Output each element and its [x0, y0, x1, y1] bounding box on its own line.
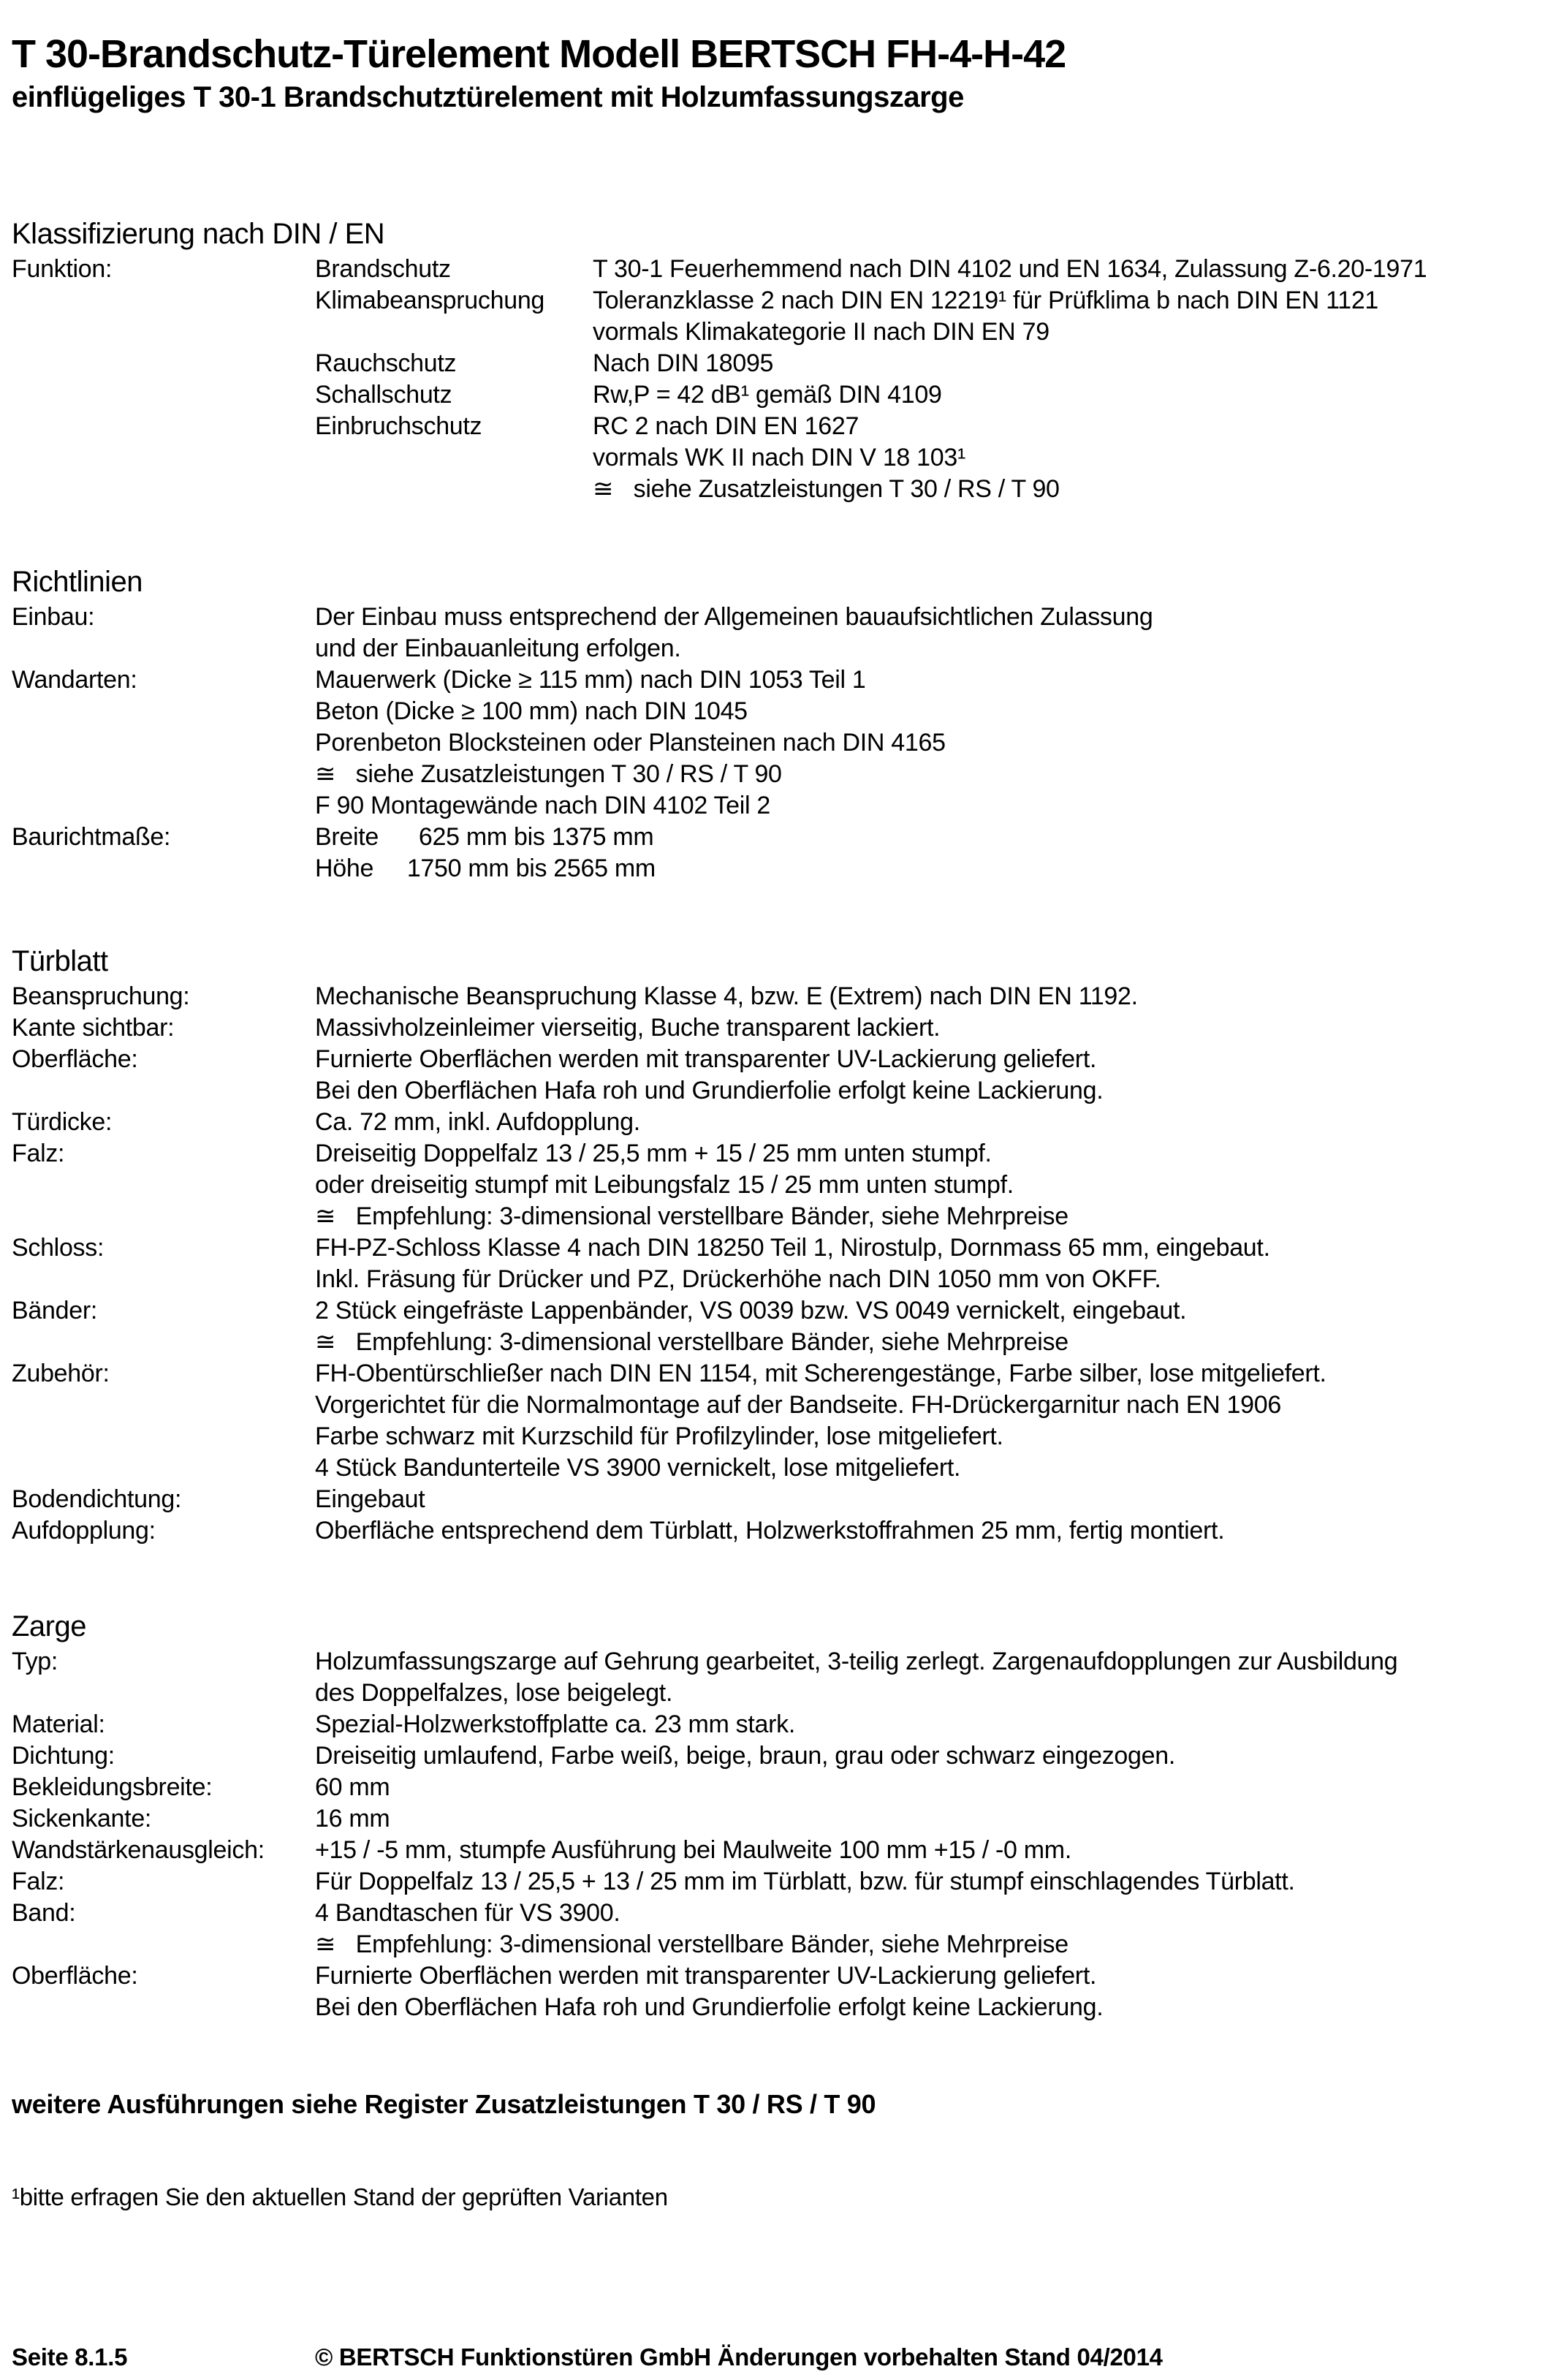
spec-row — [12, 853, 1549, 884]
spec-row-label: Wandarten: — [12, 666, 137, 694]
spec-row — [12, 1264, 1549, 1295]
spec-row-label: Beanspruchung: — [12, 982, 190, 1010]
spec-row — [12, 1170, 1549, 1201]
spec-row-label: Einbau: — [12, 603, 95, 631]
spec-row-value: Furnierte Oberflächen werden mit transparenter UV-Lackierung geliefert. — [315, 1962, 1097, 1990]
spec-row-value: oder dreiseitig stumpf mit Leibungsfalz 15 / 25 mm unten stumpf. — [315, 1171, 1014, 1199]
spec-row-value: ≅ siehe Zusatzleistungen T 30 / RS / T 90 — [593, 475, 1060, 503]
section-heading: Richtlinien — [12, 566, 143, 598]
spec-row-value: F 90 Montagewände nach DIN 4102 Teil 2 — [315, 792, 771, 819]
spec-row — [12, 1201, 1549, 1232]
spec-row — [12, 1327, 1549, 1358]
spec-row — [12, 1992, 1549, 2023]
spec-row-label — [12, 317, 315, 348]
spec-row-value: Beton (Dicke ≥ 100 mm) nach DIN 1045 — [315, 697, 748, 725]
spec-row — [12, 1803, 1549, 1835]
spec-row-value: 2 Stück eingefräste Lappenbänder, VS 0039 bzw. VS 0049 vernickelt, eingebaut. — [315, 1297, 1187, 1324]
spec-row-value: Dreiseitig Doppelfalz 13 / 25,5 mm + 15 / 25 mm unten stumpf. — [315, 1140, 992, 1167]
spec-row-label: Wandstärkenausgleich: — [12, 1836, 265, 1864]
spec-row — [12, 1358, 1549, 1390]
spec-row-label: Bekleidungsbreite: — [12, 1773, 213, 1801]
section-heading: Türblatt — [12, 945, 108, 977]
spec-row-value: vormals Klimakategorie II nach DIN EN 79 — [593, 318, 1049, 346]
spec-row-value: Ca. 72 mm, inkl. Aufdopplung. — [315, 1108, 640, 1136]
spec-row-subcategory — [315, 317, 593, 348]
spec-row-value: Dreiseitig umlaufend, Farbe weiß, beige, braun, grau oder schwarz eingezogen. — [315, 1742, 1176, 1770]
spec-row-value: 4 Stück Bandunterteile VS 3900 vernickelt, lose mitgeliefert. — [315, 1454, 961, 1482]
spec-row — [12, 1012, 1549, 1044]
spec-row-value: des Doppelfalzes, lose beigelegt. — [315, 1679, 673, 1707]
spec-row-label: Aufdopplung: — [12, 1517, 156, 1545]
spec-row — [12, 1295, 1549, 1327]
spec-row-value: 4 Bandtaschen für VS 3900. — [315, 1899, 620, 1927]
spec-row-value: Bei den Oberflächen Hafa roh und Grundierfolie erfolgt keine Lackierung. — [315, 1993, 1104, 2021]
section-heading: Zarge — [12, 1610, 86, 1642]
spec-row-value: Oberfläche entsprechend dem Türblatt, Holzwerkstoffrahmen 25 mm, fertig montiert. — [315, 1517, 1225, 1545]
spec-row-value: Rw,P = 42 dB¹ gemäß DIN 4109 — [593, 381, 942, 409]
spec-row-label: Falz: — [12, 1868, 65, 1895]
spec-row — [12, 696, 1549, 727]
spec-row-label — [12, 474, 315, 505]
spec-row-label — [12, 1678, 315, 1709]
spec-row-value: Der Einbau muss entsprechend der Allgemeinen bauaufsichtlichen Zulassung — [315, 603, 1153, 631]
spec-row — [12, 1835, 1549, 1866]
spec-row-value: ≅ Empfehlung: 3-dimensional verstellbare Bänder, siehe Mehrpreise — [315, 1930, 1068, 1958]
spec-row — [12, 1960, 1549, 1992]
spec-row-value: und der Einbauanleitung erfolgen. — [315, 634, 681, 662]
spec-row-label: Typ: — [12, 1648, 58, 1675]
spec-row-label — [12, 442, 315, 474]
spec-row-label: Falz: — [12, 1140, 65, 1167]
spec-row-label — [12, 727, 315, 759]
spec-row-value: ≅ Empfehlung: 3-dimensional verstellbare Bänder, siehe Mehrpreise — [315, 1328, 1068, 1356]
spec-row-label: Band: — [12, 1899, 76, 1927]
spec-row — [12, 1107, 1549, 1138]
spec-row — [12, 1390, 1549, 1421]
spec-row-label — [12, 1327, 315, 1358]
spec-row — [12, 1678, 1549, 1709]
spec-row-value: 16 mm — [315, 1805, 390, 1833]
spec-row-label — [12, 1992, 315, 2023]
spec-row-value: Massivholzeinleimer vierseitig, Buche transparent lackiert. — [315, 1014, 941, 1042]
spec-row-subcategory: Schallschutz — [315, 381, 452, 409]
page-subtitle: einflügeliges T 30-1 Brandschutztürelement mit Holzumfassungszarge — [12, 81, 964, 113]
spec-row — [12, 822, 1549, 853]
spec-row — [12, 1515, 1549, 1547]
spec-row-subcategory: Einbruchschutz — [315, 412, 482, 440]
spec-row — [12, 1075, 1549, 1107]
spec-row-label: Oberfläche: — [12, 1962, 138, 1990]
spec-row-label — [12, 1421, 315, 1452]
spec-row-value: Farbe schwarz mit Kurzschild für Profilzylinder, lose mitgeliefert. — [315, 1422, 1003, 1450]
spec-row — [12, 1044, 1549, 1075]
spec-row-value: Furnierte Oberflächen werden mit transparenter UV-Lackierung geliefert. — [315, 1045, 1097, 1073]
footer-page-number: Seite 8.1.5 — [12, 2343, 128, 2370]
spec-row-label: Schloss: — [12, 1234, 105, 1262]
spec-row-value: vormals WK II nach DIN V 18 103¹ — [593, 444, 966, 471]
spec-row-label — [12, 1075, 315, 1107]
spec-row-value: Eingebaut — [315, 1485, 425, 1513]
spec-row-label: Türdicke: — [12, 1108, 113, 1136]
spec-row — [12, 442, 1549, 474]
spec-row — [12, 379, 1549, 411]
spec-row-label: Bänder: — [12, 1297, 97, 1324]
spec-row-value: FH-PZ-Schloss Klasse 4 nach DIN 18250 Teil 1, Nirostulp, Dornmass 65 mm, eingebaut. — [315, 1234, 1270, 1262]
spec-row — [12, 348, 1549, 379]
spec-row-value: ≅ Empfehlung: 3-dimensional verstellbare Bänder, siehe Mehrpreise — [315, 1202, 1068, 1230]
spec-row — [12, 285, 1549, 317]
spec-row-value: Höhe 1750 mm bis 2565 mm — [315, 854, 656, 882]
section-zarge — [12, 1610, 1549, 2023]
page-footer — [12, 2343, 1549, 2372]
spec-row — [12, 1740, 1549, 1772]
spec-row-value: +15 / -5 mm, stumpfe Ausführung bei Maulweite 100 mm +15 / -0 mm. — [315, 1836, 1071, 1864]
spec-row — [12, 1709, 1549, 1740]
section-türblatt — [12, 944, 1549, 1547]
spec-row — [12, 1138, 1549, 1170]
more-variants-note: weitere Ausführungen siehe Register Zusatzleistungen T 30 / RS / T 90 — [12, 2089, 876, 2119]
spec-row-subcategory — [315, 442, 593, 474]
spec-row-value: Breite 625 mm bis 1375 mm — [315, 823, 654, 851]
page-title: T 30-Brandschutz-Türelement Modell BERTSCH FH-4-H-42 — [12, 32, 1066, 76]
spec-row-value: Bei den Oberflächen Hafa roh und Grundierfolie erfolgt keine Lackierung. — [315, 1077, 1104, 1104]
spec-row-label — [12, 379, 315, 411]
spec-row-label — [12, 1452, 315, 1484]
spec-row — [12, 664, 1549, 696]
spec-row-label — [12, 411, 315, 442]
spec-row — [12, 1421, 1549, 1452]
spec-row-value: Nach DIN 18095 — [593, 349, 774, 377]
spec-row-value: Mauerwerk (Dicke ≥ 115 mm) nach DIN 1053 Teil 1 — [315, 666, 866, 694]
spec-row — [12, 1772, 1549, 1803]
spec-row — [12, 633, 1549, 664]
spec-row — [12, 1898, 1549, 1929]
spec-row — [12, 411, 1549, 442]
spec-row-label: Baurichtmaße: — [12, 823, 171, 851]
spec-row-value: 60 mm — [315, 1773, 390, 1801]
section-klassifizierung-nach-din-en — [12, 217, 1549, 505]
spec-row-label: Sickenkante: — [12, 1805, 152, 1833]
spec-row — [12, 981, 1549, 1012]
spec-row-label — [12, 1390, 315, 1421]
spec-row-label — [12, 348, 315, 379]
spec-row-value: Mechanische Beanspruchung Klasse 4, bzw. E (Extrem) nach DIN EN 1192. — [315, 982, 1138, 1010]
spec-row-value: RC 2 nach DIN EN 1627 — [593, 412, 859, 440]
spec-row-value: ≅ siehe Zusatzleistungen T 30 / RS / T 90 — [315, 760, 782, 788]
spec-row — [12, 317, 1549, 348]
spec-row — [12, 254, 1549, 285]
spec-row-label: Zubehör: — [12, 1360, 110, 1387]
spec-row-label — [12, 1929, 315, 1960]
spec-row-value: Vorgerichtet für die Normalmontage auf der Bandseite. FH-Drückergarnitur nach EN 1906 — [315, 1391, 1281, 1419]
footer-copyright: © BERTSCH Funktionstüren GmbH Änderungen vorbehalten Stand 04/2014 — [315, 2343, 1163, 2370]
spec-row — [12, 1232, 1549, 1264]
spec-row-subcategory: Brandschutz — [315, 255, 451, 283]
spec-row-subcategory — [315, 474, 593, 505]
spec-row-label — [12, 1201, 315, 1232]
spec-row-label: Funktion: — [12, 255, 113, 283]
section-richtlinien — [12, 565, 1549, 884]
footnote: ¹bitte erfragen Sie den aktuellen Stand der geprüften Varianten — [12, 2183, 668, 2210]
spec-row — [12, 759, 1549, 790]
spec-row — [12, 474, 1549, 505]
spec-row-label — [12, 790, 315, 822]
spec-row-value: Inkl. Fräsung für Drücker und PZ, Drückerhöhe nach DIN 1050 mm von OKFF. — [315, 1265, 1161, 1293]
spec-row-value: T 30-1 Feuerhemmend nach DIN 4102 und EN 1634, Zulassung Z-6.20-1971 — [593, 255, 1427, 283]
spec-row-label: Dichtung: — [12, 1742, 115, 1770]
spec-row-label — [12, 853, 315, 884]
spec-row — [12, 727, 1549, 759]
spec-row — [12, 1929, 1549, 1960]
spec-row-label — [12, 696, 315, 727]
spec-row-value: Holzumfassungszarge auf Gehrung gearbeitet, 3-teilig zerlegt. Zargenaufdopplungen zur Ausbildung — [315, 1648, 1398, 1675]
spec-row — [12, 602, 1549, 633]
spec-row-subcategory: Klimabeanspruchung — [315, 287, 545, 314]
spec-row — [12, 1452, 1549, 1484]
spec-row-value: Spezial-Holzwerkstoffplatte ca. 23 mm stark. — [315, 1710, 795, 1738]
spec-row-value: Porenbeton Blocksteinen oder Plansteinen nach DIN 4165 — [315, 729, 946, 757]
spec-row-label — [12, 759, 315, 790]
spec-row-label: Oberfläche: — [12, 1045, 138, 1073]
section-heading: Klassifizierung nach DIN / EN — [12, 218, 385, 250]
spec-row — [12, 1866, 1549, 1898]
spec-row-label: Bodendichtung: — [12, 1485, 182, 1513]
spec-row-label — [12, 1170, 315, 1201]
spec-row-subcategory: Rauchschutz — [315, 349, 457, 377]
spec-row — [12, 1646, 1549, 1678]
spec-row-label — [12, 1264, 315, 1295]
spec-row-label — [12, 633, 315, 664]
spec-row-value: Für Doppelfalz 13 / 25,5 + 13 / 25 mm im Türblatt, bzw. für stumpf einschlagendes Türblatt. — [315, 1868, 1295, 1895]
spec-row-label — [12, 285, 315, 317]
spec-row-value: Toleranzklasse 2 nach DIN EN 12219¹ für Prüfklima b nach DIN EN 1121 — [593, 287, 1379, 314]
spec-row-label: Material: — [12, 1710, 105, 1738]
spec-row — [12, 1484, 1549, 1515]
spec-row-value: FH-Obentürschließer nach DIN EN 1154, mit Scherengestänge, Farbe silber, lose mitgeliefert. — [315, 1360, 1326, 1387]
spec-row-label: Kante sichtbar: — [12, 1014, 175, 1042]
spec-row — [12, 790, 1549, 822]
spec-sections — [12, 217, 1549, 2023]
